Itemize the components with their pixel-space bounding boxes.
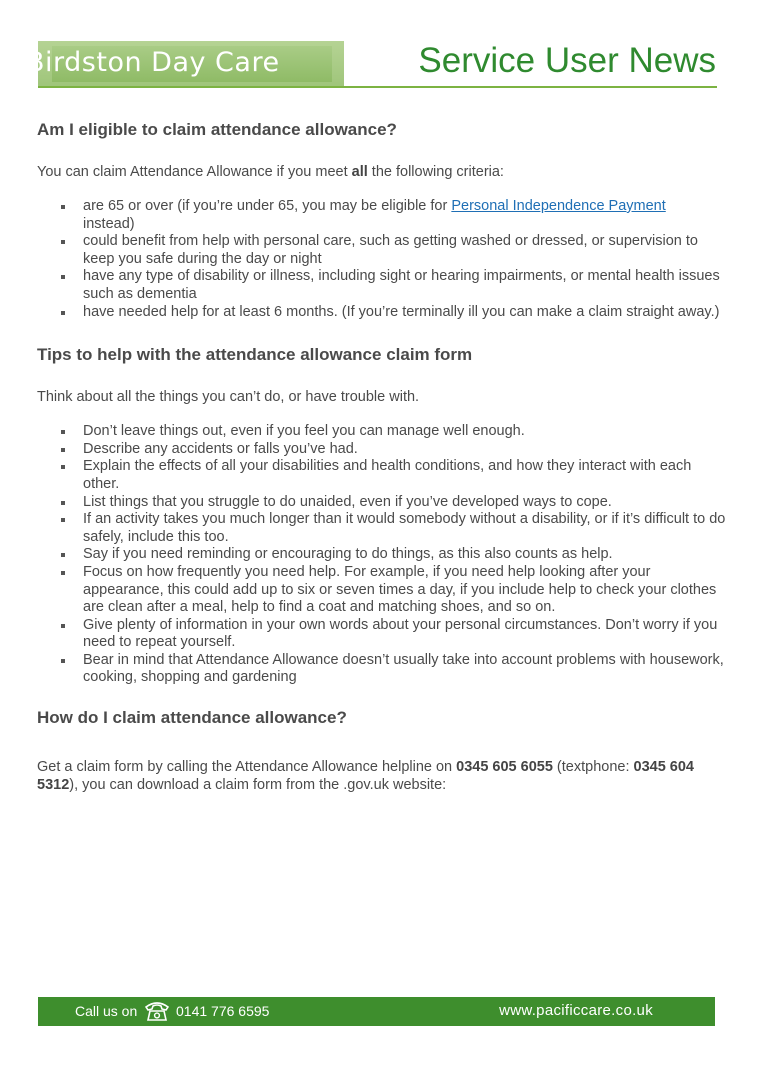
intro-text: You can claim Attendance Allowance if you meet bbox=[37, 164, 352, 180]
list-item: Focus on how frequently you need help. For example, if you need help looking after your appearance, this could add up to six or seven times a day, if you include help to check your clothes are clean after a meal, help to find a coat and matching shoes, and so on. bbox=[37, 564, 727, 617]
list-item bbox=[37, 198, 683, 233]
intro-text-end: the following criteria: bbox=[367, 164, 504, 180]
list-item-text-end: instead) bbox=[83, 215, 135, 232]
claim-text bbox=[37, 758, 727, 794]
textphone-number: 0345 604 5312 bbox=[37, 759, 694, 794]
footer-website[interactable]: www.pacificcare.co.uk bbox=[499, 1002, 653, 1019]
pip-link[interactable]: Personal Independence Payment bbox=[451, 198, 666, 214]
list-item-text: are 65 or over (if you’re under 65, you may be eligible for bbox=[83, 198, 452, 214]
list-item: Don’t leave things out, even if you feel you can manage well enough. bbox=[37, 423, 727, 441]
intro-bold: all bbox=[351, 164, 368, 180]
tips-list bbox=[37, 423, 727, 687]
list-item: have any type of disability or illness, including sight or hearing impairments, or mental health issues such as dementia bbox=[37, 268, 727, 303]
list-item: have needed help for at least 6 months. (If you’re terminally ill you can make a claim straight away.) bbox=[37, 304, 727, 322]
footer-call-label: Call us on bbox=[75, 1003, 138, 1019]
claim-text-start: Get a claim form by calling the Attendance Allowance helpline on bbox=[37, 759, 457, 776]
list-item: could benefit from help with personal care, such as getting washed or dressed, or supervision to keep you safe during the day or night bbox=[37, 233, 727, 268]
list-item: Bear in mind that Attendance Allowance doesn’t usually take into account problems with housework, cooking, shopping and gardening bbox=[37, 652, 727, 687]
eligibility-intro bbox=[37, 163, 727, 181]
eligibility-list bbox=[37, 198, 727, 321]
header-divider bbox=[38, 86, 717, 88]
logo-text: Birdston Day Care bbox=[26, 47, 280, 78]
list-item: Give plenty of information in your own words about your personal circumstances. Don’t worry if you need to repeat yourself. bbox=[37, 617, 727, 652]
list-item: List things that you struggle to do unaided, even if you’ve developed ways to cope. bbox=[37, 494, 727, 512]
list-item: If an activity takes you much longer than it would somebody without a disability, or if it’s difficult to do safely, include this too. bbox=[37, 511, 727, 546]
footer-phone-number: 0141 776 6595 bbox=[176, 1003, 270, 1019]
section-heading-tips: Tips to help with the attendance allowance claim form bbox=[37, 345, 473, 365]
section-heading-eligibility: Am I eligible to claim attendance allowance? bbox=[37, 120, 397, 139]
article-body bbox=[37, 120, 727, 794]
helpline-number: 0345 605 6055 bbox=[456, 759, 553, 776]
list-item: Say if you need reminding or encouraging to do things, as this also counts as help. bbox=[37, 546, 727, 564]
claim-text-mid: (textphone: bbox=[552, 759, 634, 776]
telephone-icon bbox=[144, 1000, 170, 1022]
list-item: Describe any accidents or falls you’ve had. bbox=[37, 441, 727, 459]
newsletter-title: Service User News bbox=[418, 41, 716, 80]
list-item: Explain the effects of all your disabilities and health conditions, and how they interact with each other. bbox=[37, 458, 727, 493]
claim-text-end: ), you can download a claim form from the .gov.uk website: bbox=[69, 777, 447, 794]
section-heading-claim: How do I claim attendance allowance? bbox=[37, 708, 347, 728]
tips-intro: Think about all the things you can’t do, or have trouble with. bbox=[37, 389, 420, 406]
footer-banner bbox=[38, 997, 715, 1026]
